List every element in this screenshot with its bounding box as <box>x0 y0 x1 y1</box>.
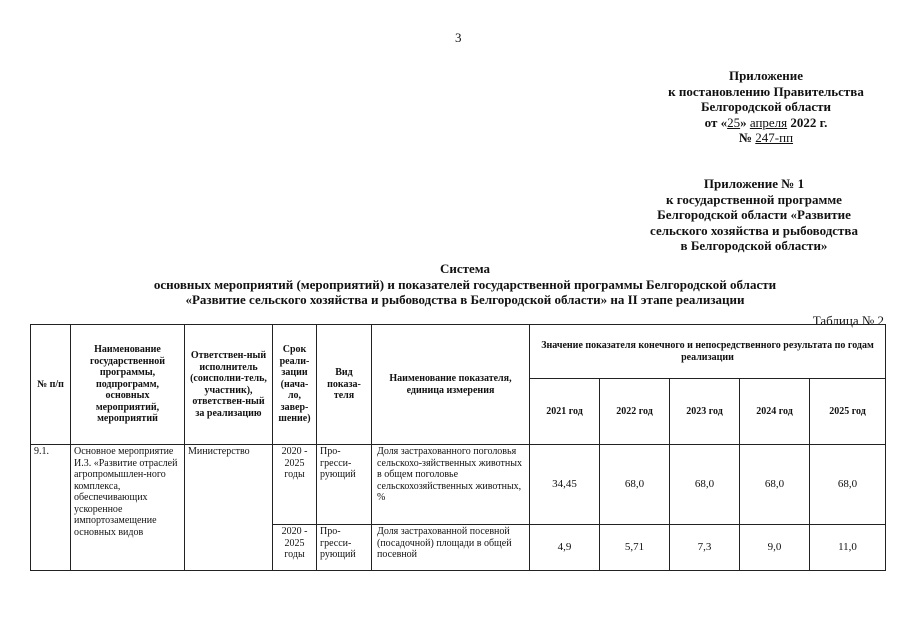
cell-program: Основное мероприятие И.3. «Развитие отраслей агропромышлен-ного комплекса, обеспечивающих ускоренное импортозамещение основных видов <box>71 445 185 571</box>
cell-type: Про-гресси-рующий <box>317 525 372 571</box>
header-type: Вид показа-теля <box>317 325 372 445</box>
appendix-line: к государственной программе <box>666 191 842 207</box>
cell-indicator: Доля застрахованной посевной (посадочной) площади в общей посевной <box>372 525 530 571</box>
appendix-line: в Белгородской области» <box>680 238 828 253</box>
cell-value: 68,0 <box>810 445 886 525</box>
header-term: Срок реали-зации (нача-ло, завер-шение) <box>273 325 317 445</box>
cell-num: 9.1. <box>31 445 71 571</box>
cell-value: 68,0 <box>670 445 740 525</box>
cell-value: 5,71 <box>600 525 670 571</box>
title-line: Система <box>439 261 491 276</box>
table-label: Таблица № 2 <box>812 313 884 328</box>
cell-value: 9,0 <box>740 525 810 571</box>
date-mid: » <box>740 114 747 130</box>
cell-value: 34,45 <box>530 445 600 525</box>
date-month: апреля <box>749 114 788 130</box>
appendix-program-header <box>620 176 888 254</box>
header-year: 2021 год <box>530 379 600 445</box>
number-prefix: № <box>738 130 753 145</box>
title-line: основных мероприятий (мероприятий) и показателей государственной программы Белгородской области <box>153 276 777 292</box>
header-year: 2025 год <box>810 379 886 445</box>
appendix-line: к постановлению Правительства <box>668 83 864 99</box>
table-row <box>31 445 886 525</box>
page-number: 3 <box>455 30 462 45</box>
appendix-line: сельского хозяйства и рыбоводства <box>650 222 858 238</box>
cell-term: 2020 - 2025 годы <box>273 445 317 525</box>
appendix-title: Приложение № 1 <box>703 176 805 191</box>
indicators-table <box>30 324 886 571</box>
document-title <box>60 261 870 308</box>
header-num: № п/п <box>31 325 71 445</box>
cell-indicator: Доля застрахованного поголовья сельскохо-зяйственных животных в общем поголовье сельскохозяйственных животных, % <box>372 445 530 525</box>
cell-term: 2020 - 2025 годы <box>273 525 317 571</box>
title-line: «Развитие сельского хозяйства и рыбоводства в Белгородской области» на II этапе реализации <box>185 292 745 307</box>
date-year: 2022 г. <box>790 114 828 130</box>
cell-responsible: Министерство <box>185 445 273 571</box>
header-year: 2023 год <box>670 379 740 445</box>
appendix-title: Приложение <box>728 68 804 83</box>
header-year: 2022 год <box>600 379 670 445</box>
cell-value: 68,0 <box>600 445 670 525</box>
header-values-group: Значение показателя конечного и непосредственного результата по годам реализации <box>530 325 886 379</box>
cell-value: 11,0 <box>810 525 886 571</box>
number-value: 247-пп <box>755 130 794 145</box>
cell-value: 4,9 <box>530 525 600 571</box>
cell-value: 7,3 <box>670 525 740 571</box>
header-indicator: Наименование показателя, единица измерения <box>372 325 530 445</box>
header-responsible: Ответствен-ный исполнитель (соисполни-тель, участник), ответствен-ный за реализацию <box>185 325 273 445</box>
appendix-line: Белгородской области «Развитие <box>657 207 851 222</box>
appendix-resolution-header <box>640 68 892 146</box>
date-day: 25 <box>727 114 741 130</box>
cell-value: 68,0 <box>740 445 810 525</box>
header-program: Наименование государственной программы, подпрограмм, основных мероприятий, мероприятий <box>71 325 185 445</box>
resolution-number <box>640 130 892 146</box>
resolution-date <box>640 115 892 131</box>
header-year: 2024 год <box>740 379 810 445</box>
appendix-line: Белгородской области <box>700 99 832 114</box>
cell-type: Про-гресси-рующий <box>317 445 372 525</box>
date-prefix: от « <box>704 114 728 130</box>
